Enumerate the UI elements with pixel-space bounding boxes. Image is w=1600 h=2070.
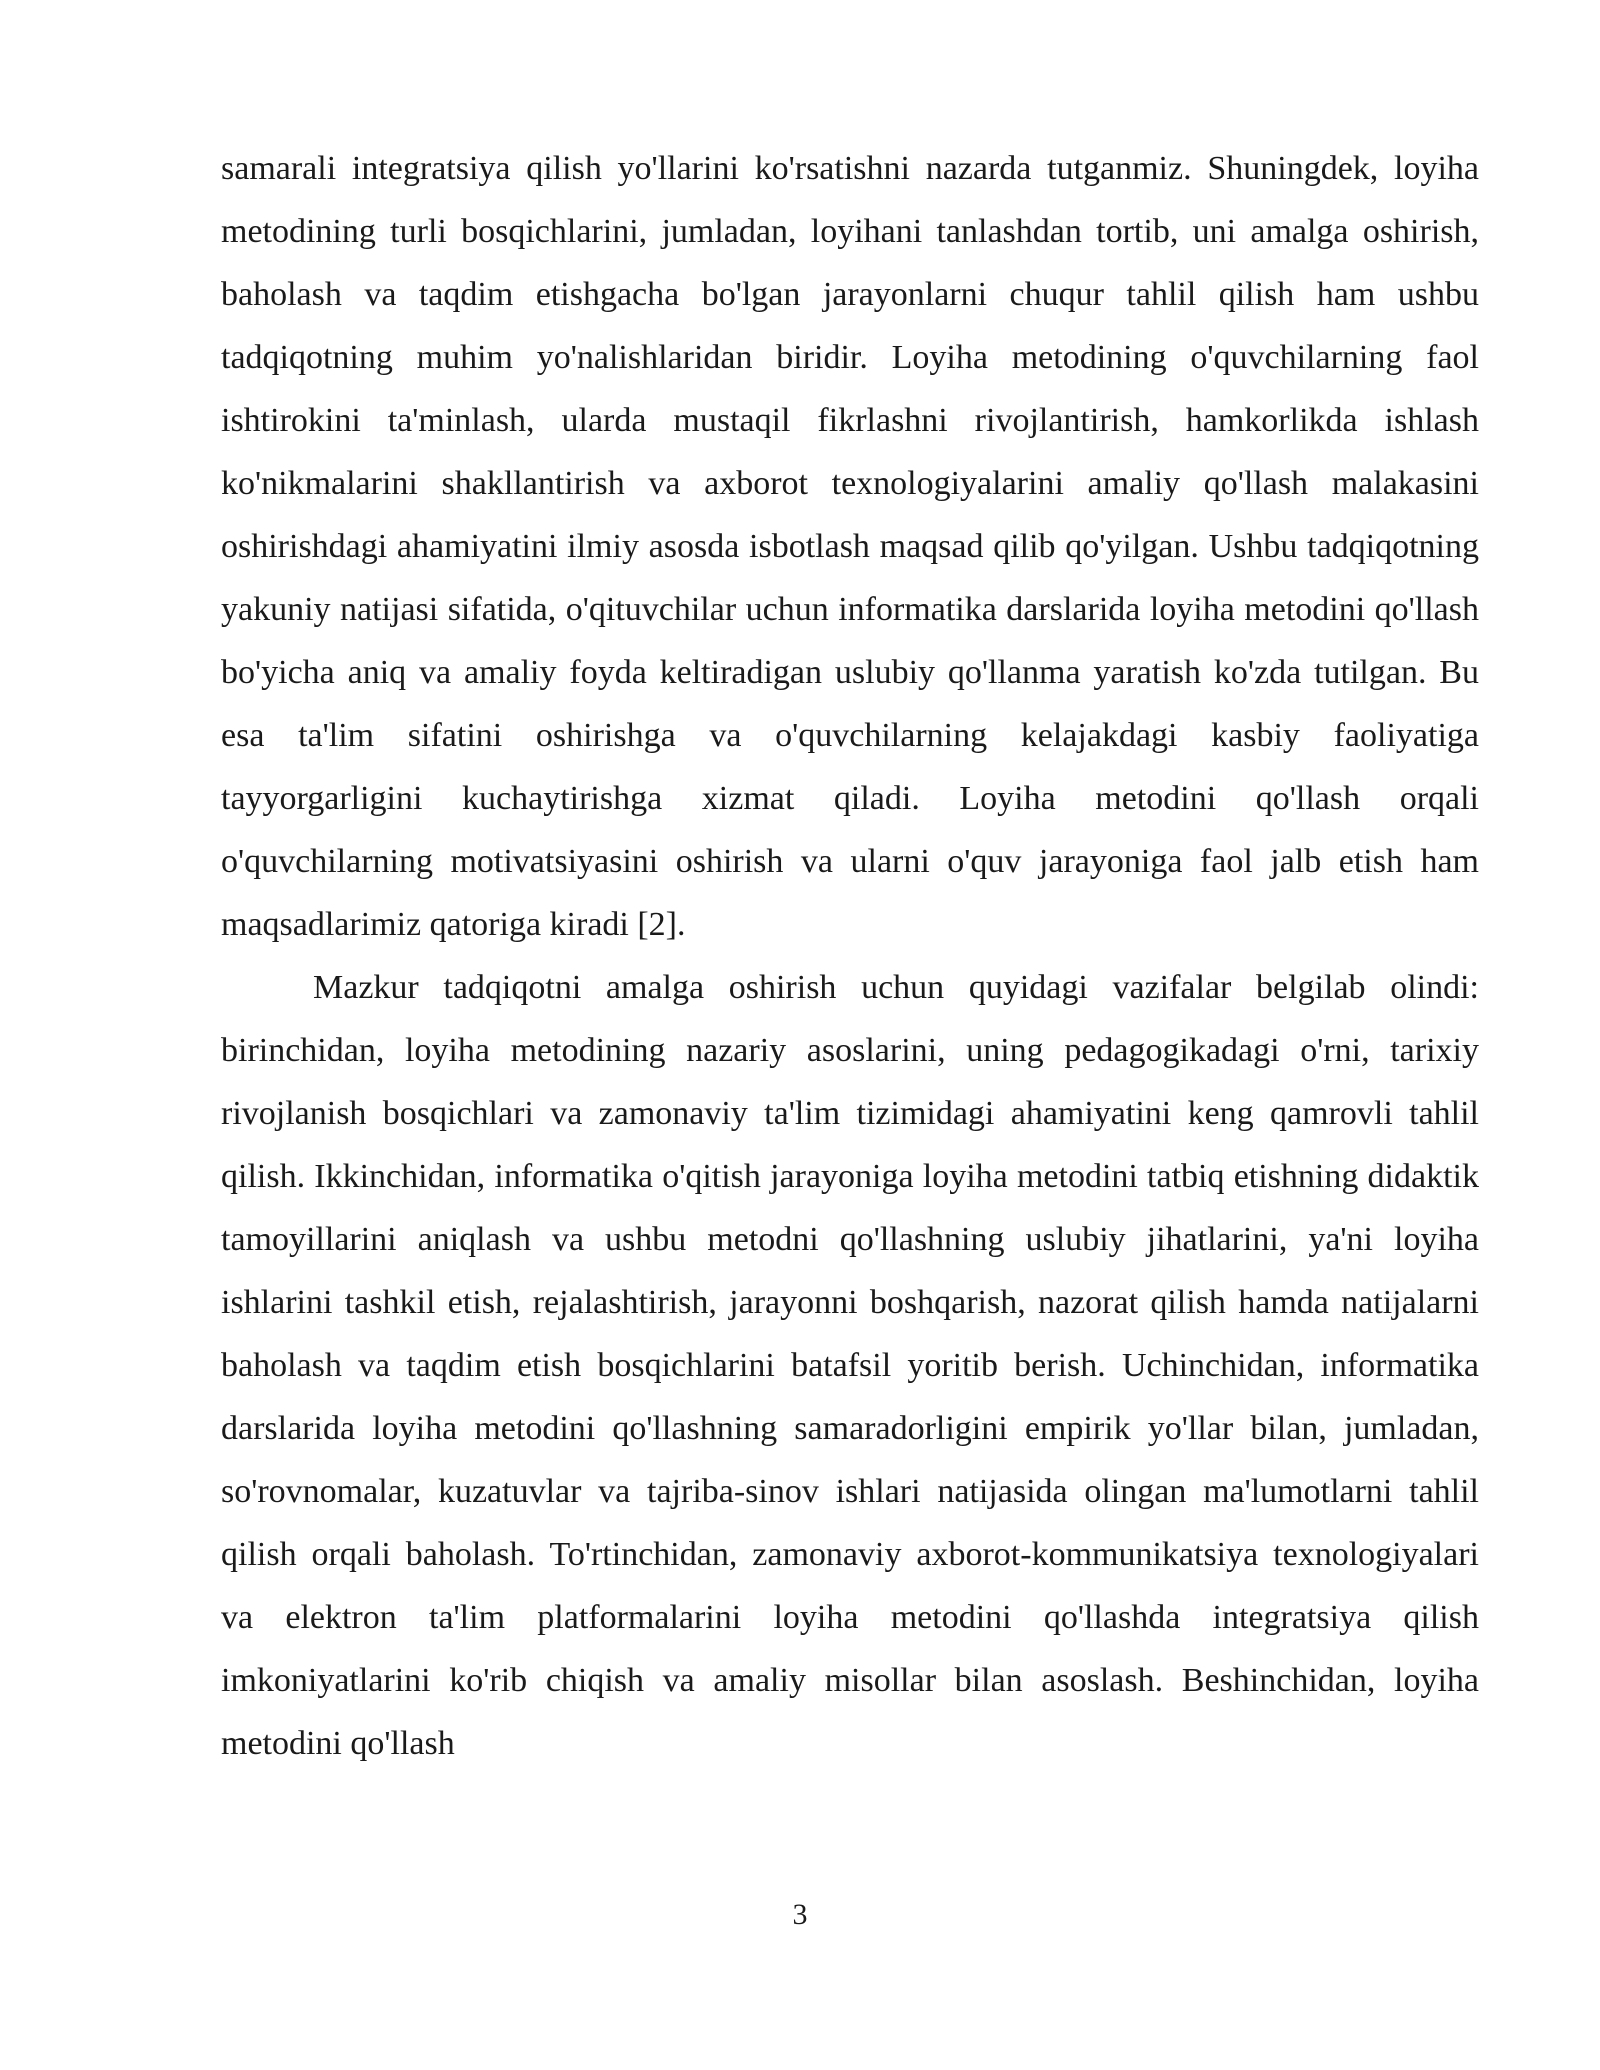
document-body — [221, 137, 1479, 1775]
page-number: 3 — [792, 1898, 808, 1931]
paragraph-tasks: Mazkur tadqiqotni amalga oshirish uchun quyidagi vazifalar belgilab olindi: birinchidan, loyiha metodining nazariy asoslarini, uning pedagogikadagi o'rni, tarixiy rivojlanish bosqichlari va zamonaviy ta'lim tizimidagi ahamiyatini keng qamrovli tahlil qilish. Ikkinchidan, informatika o'qitish jarayoniga loyiha metodini tatbiq etishning didaktik tamoyillarini aniqlash va ushbu metodni qo'llashning uslubiy jihatlarini, ya'ni loyiha ishlarini tashkil etish, rejalashtirish, jarayonni boshqarish, nazorat qilish hamda natijalarni baholash va taqdim etish bosqichlarini batafsil yoritib berish. Uchinchidan, informatika darslarida loyiha metodini qo'llashning samaradorligini empirik yo'llar bilan, jumladan, so'rovnomalar, kuzatuvlar va tajriba-sinov ishlari natijasida olingan ma'lumotlarni tahlil qilish orqali baholash. To'rtinchidan, zamonaviy axborot-kommunikatsiya texnologiyalari va elektron ta'lim platformalarini loyiha metodini qo'llashda integratsiya qilish imkoniyatlarini ko'rib chiqish va amaliy misollar bilan asoslash. Beshinchidan, loyiha metodini qo'llash — [221, 969, 1479, 1762]
paragraph-continuation: samarali integratsiya qilish yo'llarini ko'rsatishni nazarda tutganmiz. Shuningdek, loyiha metodining turli bosqichlarini, jumladan, loyihani tanlashdan tortib, uni amalga oshirish, baholash va taqdim etishgacha bo'lgan jarayonlarni chuqur tahlil qilish ham ushbu tadqiqotning muhim yo'nalishlaridan biridir. Loyiha metodining o'quvchilarning faol ishtirokini ta'minlash, ularda mustaqil fikrlashni rivojlantirish, hamkorlikda ishlash ko'nikmalarini shakllantirish va axborot texnologiyalarini amaliy qo'llash malakasini oshirishdagi ahamiyatini ilmiy asosda isbotlash maqsad qilib qo'yilgan. Ushbu tadqiqotning yakuniy natijasi sifatida, o'qituvchilar uchun informatika darslarida loyiha metodini qo'llash bo'yicha aniq va amaliy foyda keltiradigan uslubiy qo'llanma yaratish ko'zda tutilgan. Bu esa ta'lim sifatini oshirishga va o'quvchilarning kelajakdagi kasbiy faoliyatiga tayyorgarligini kuchaytirishga xizmat qiladi. Loyiha metodini qo'llash orqali o'quvchilarning motivatsiyasini oshirish va ularni o'quv jarayoniga faol jalb etish ham maqsadlarimiz qatoriga kiradi [2]. — [221, 150, 1479, 943]
